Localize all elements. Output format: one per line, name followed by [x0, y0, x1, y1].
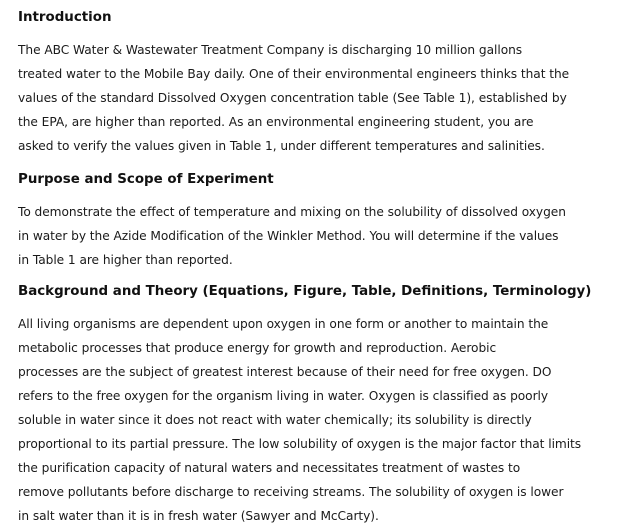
text-line: asked to verify the values given in Table 1, under different temperatures and salinities.: [18, 139, 545, 153]
text-line: The ABC Water & Wastewater Treatment Company is discharging 10 million gallons: [18, 43, 523, 57]
section-heading-background: Background and Theory (Equations, Figure, Table, Definitions, Terminology): [18, 284, 592, 299]
section-heading-introduction: Introduction: [18, 10, 112, 25]
text-line: processes are the subject of greatest interest because of their need for free oxygen. DO: [18, 365, 552, 379]
text-line: in salt water than it is in fresh water (Sawyer and McCarty).: [18, 509, 379, 523]
text-line: refers to the free oxygen for the organism living in water. Oxygen is classified as poorly: [18, 389, 549, 403]
text-line: proportional to its partial pressure. The low solubility of oxygen is the major factor that limits: [18, 437, 582, 451]
text-line: treated water to the Mobile Bay daily. One of their environmental engineers thinks that the: [18, 67, 570, 81]
text-line: To demonstrate the effect of temperature and mixing on the solubility of dissolved oxygen: [18, 205, 566, 219]
paragraph-background: [18, 312, 581, 528]
text-line: in Table 1 are higher than reported.: [18, 253, 233, 267]
text-line: the purification capacity of natural waters and necessitates treatment of wastes to: [18, 461, 521, 475]
text-line: the EPA, are higher than reported. As an environmental engineering student, you are: [18, 115, 534, 129]
text-line: remove pollutants before discharge to receiving streams. The solubility of oxygen is lower: [18, 485, 564, 499]
text-line: soluble in water since it does not react with water chemically; its solubility is directly: [18, 413, 532, 427]
text-line: metabolic processes that produce energy for growth and reproduction. Aerobic: [18, 341, 497, 355]
text-line: All living organisms are dependent upon oxygen in one form or another to maintain the: [18, 317, 549, 331]
text-line: in water by the Azide Modification of the Winkler Method. You will determine if the values: [18, 229, 559, 243]
section-heading-purpose: Purpose and Scope of Experiment: [18, 172, 274, 187]
paragraph-purpose: [18, 200, 566, 272]
text-line: values of the standard Dissolved Oxygen concentration table (See Table 1), established by: [18, 91, 567, 105]
paragraph-introduction: [18, 38, 569, 158]
